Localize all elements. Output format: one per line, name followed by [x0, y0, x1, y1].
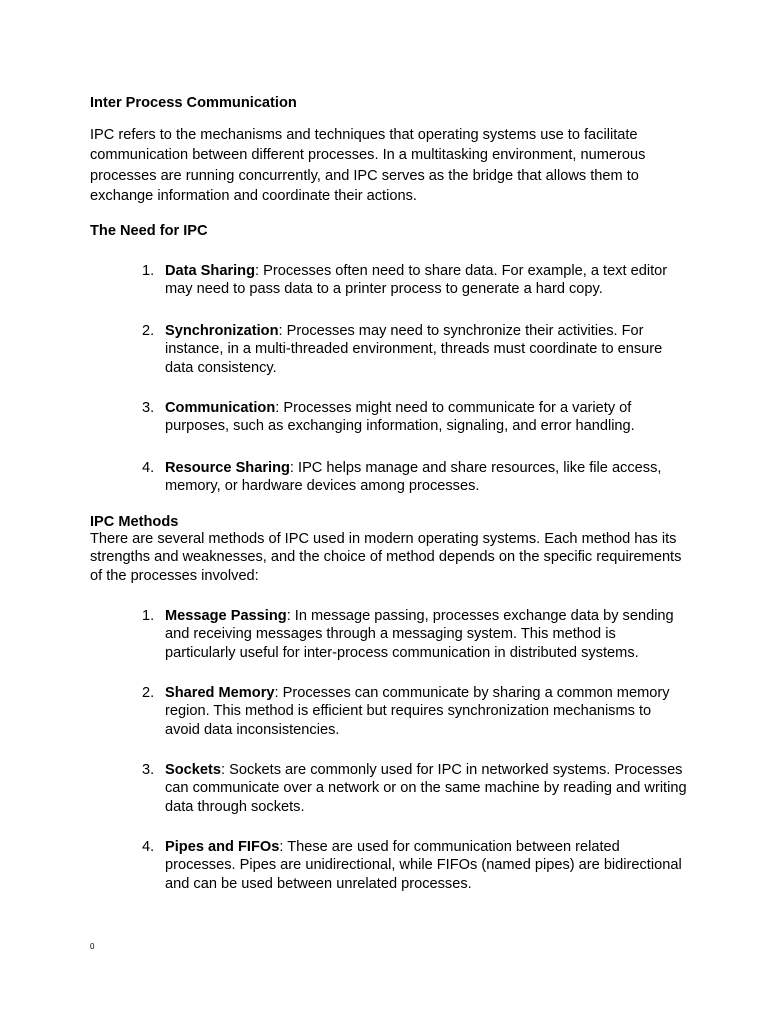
list-number: 2. — [142, 323, 155, 339]
need-heading: The Need for IPC — [90, 223, 208, 239]
need-list — [90, 262, 690, 509]
list-item — [90, 322, 690, 399]
list-number: 2. — [142, 685, 155, 701]
list-text: : Processes might need to communicate for a variety of purposes, such as exchanging information, signaling, and error handling. — [165, 400, 635, 435]
list-item — [90, 262, 690, 322]
list-text: : In message passing, processes exchange data by sending and receiving messages through a messaging system. This method is particularly useful for inter-process communication in distributed systems. — [165, 608, 674, 661]
list-text: : Sockets are commonly used for IPC in networked systems. Processes can communicate over a network or on the same machine by reading and writing data through sockets. — [165, 762, 687, 815]
list-item — [90, 761, 690, 838]
list-number: 3. — [142, 762, 155, 778]
list-number: 1. — [142, 608, 155, 624]
list-term: Data Sharing — [165, 263, 256, 279]
list-term: Pipes and FIFOs — [165, 839, 280, 855]
intro-paragraph: IPC refers to the mechanisms and techniques that operating systems use to facilitate communication between different processes. In a multitasking environment, numerous processes are running concurrently, and IPC serves as the bridge that allows them to exchange information and coordinate their actions. — [90, 127, 646, 205]
list-text: : Processes can communicate by sharing a common memory region. This method is efficient but requires synchronization mechanisms to avoid data inconsistencies. — [165, 685, 670, 738]
list-item — [90, 838, 690, 898]
list-term: Communication — [165, 400, 276, 416]
list-text: : Processes may need to synchronize their activities. For instance, in a multi-threaded environment, threads must coordinate to ensure data consistency. — [165, 323, 663, 376]
methods-list — [90, 607, 690, 898]
footer-mark: 0 — [90, 942, 95, 951]
list-number: 4. — [142, 460, 155, 476]
methods-intro: There are several methods of IPC used in modern operating systems. Each method has its strengths and weaknesses, and the choice of method depends on the specific requirements of the processes involved: — [90, 531, 682, 584]
list-text: : These are used for communication between related processes. Pipes are unidirectional, while FIFOs (named pipes) are bidirectional and can be used between unrelated processes. — [165, 839, 682, 892]
list-item — [90, 684, 690, 761]
list-item — [90, 607, 690, 684]
list-text: : IPC helps manage and share resources, like file access, memory, or hardware devices among processes. — [165, 460, 662, 495]
list-term: Message Passing — [165, 608, 287, 624]
list-text: : Processes often need to share data. For example, a text editor may need to pass data to a printer process to generate a hard copy. — [165, 263, 668, 298]
list-number: 3. — [142, 400, 155, 416]
list-item — [90, 399, 690, 459]
list-number: 4. — [142, 839, 155, 855]
list-term: Synchronization — [165, 323, 279, 339]
methods-heading: IPC Methods — [90, 514, 179, 530]
list-term: Shared Memory — [165, 685, 275, 701]
list-number: 1. — [142, 263, 155, 279]
list-item — [90, 459, 690, 509]
list-term: Sockets — [165, 762, 221, 778]
list-term: Resource Sharing — [165, 460, 290, 476]
document-title: Inter Process Communication — [90, 95, 297, 111]
